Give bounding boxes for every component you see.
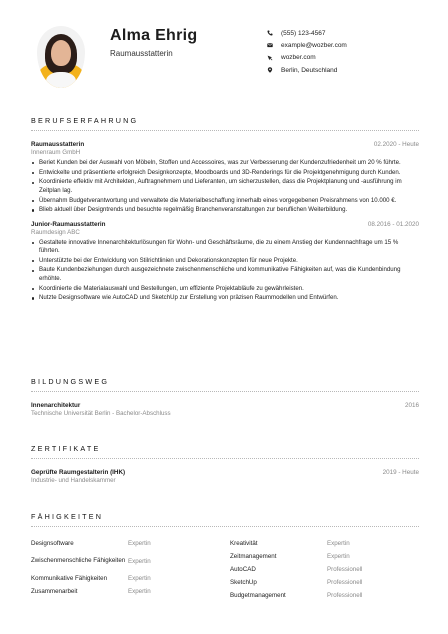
contact-website[interactable] [267,52,347,64]
skill-level: Professionell [327,579,363,586]
certificate-issuer: Industrie- und Handelskammer [31,477,116,484]
skill-item [230,537,419,550]
skill-level: Professionell [327,592,363,599]
skill-item [230,576,419,589]
skill-level: Expertin [128,588,151,595]
section-title: BERUFSERFAHRUNG [31,116,139,125]
skill-name: Zeitmanagement [230,552,277,560]
contact-phone-text: (555) 123-4567 [281,29,326,37]
education-section [31,377,419,417]
job-date: 02.2020 - Heute [373,141,419,148]
job-bullet: Gestaltete innovative Innenarchitekturlösungen für Wohn- und Geschäftsräume, die zu einem Anstieg der Kundennachfrage um 15 % führten. [31,239,419,256]
degree-title: Innenarchitektur [31,402,81,409]
education-institution: Technische Universität Berlin - Bachelor-Abschluss [31,410,171,417]
job-entry [31,141,419,215]
job-bullet: Blieb aktuell über Designtrends und besuchte regelmäßig Branchenveranstaltungen zur beruflichen Weiterbildung. [31,206,419,214]
skill-item [230,563,419,576]
skill-item [31,572,220,585]
contact-location [267,64,347,76]
section-title: FÄHIGKEITEN [31,512,104,521]
experience-section [31,116,419,304]
job-bullet: Übernahm Budgetverantwortung und verwaltete die Materialbeschaffung innerhalb eines vorgegebenen Preisrahmens von 10.000 €. [31,197,419,205]
contact-email-text[interactable]: example@wozber.com [281,41,347,49]
contact-list [267,27,347,76]
job-bullet: Koordinierte die Materialauswahl und Bestellungen, um effiziente Projektabläufe zu gewährleisten. [31,285,419,293]
section-divider [31,526,419,527]
contact-website-text[interactable]: wozber.com [281,54,316,62]
job-title: Junior-Raumausstatterin [31,220,106,228]
certificate-title: Geprüfte Raumgestalterin (IHK) [31,469,126,476]
skill-item [230,589,419,602]
skills-grid [31,537,419,602]
job-date: 08.2016 - 01.2020 [367,220,419,228]
job-bullet: Nutzte Designsoftware wie AutoCAD und SketchUp zur Erstellung von präzisen Raummodellen und Entwürfen. [31,294,419,302]
job-bullet: Unterstützte bei der Entwicklung von Stilrichtlinien und Dekorationskonzepten für neue Projekte. [31,257,419,265]
section-divider [31,130,419,131]
skill-level: Expertin [327,540,350,547]
contact-email[interactable] [267,39,347,51]
education-date: 2016 [404,402,419,409]
skills-column-right [230,537,419,602]
skill-level: Expertin [128,557,151,565]
location-pin-icon [267,67,279,73]
section-divider [31,391,419,392]
education-entry [31,402,419,417]
contact-phone [267,27,347,39]
skill-level: Professionell [327,566,363,573]
envelope-icon [267,42,279,48]
skill-name: Designsoftware [31,539,74,547]
job-bullet: Entwickelte und präsentierte erfolgreich Designkonzepte, Moodboards und 3D-Renderings für die Projektgenehmigung durch Kunden. [31,169,419,177]
skill-item [31,585,220,598]
skill-name: Kommunikative Fähigkeiten [31,574,108,582]
job-bullet: Koordinierte effektiv mit Architekten, Auftragnehmern und Lieferanten, um sicherzustellen, dass die Projektplanung und -ausführung im Zeitplan lag. [31,178,419,195]
skill-name: Kreativität [230,539,258,547]
profile-photo [37,26,85,88]
candidate-name: Alma Ehrig [110,27,198,44]
skills-section [31,512,419,602]
skill-name: AutoCAD [230,565,256,573]
job-company: Raumdesign ABC [31,228,80,236]
link-icon [267,55,279,61]
phone-icon [267,30,279,36]
job-bullet: Beriet Kunden bei der Auswahl von Möbeln, Stoffen und Accessoires, was zur Verbesserung der Kundenzufriedenheit um 20 % führte. [31,159,419,167]
skill-item [31,550,220,572]
skill-level: Expertin [128,575,151,582]
job-title: Raumausstatterin [31,141,85,148]
skill-name: Budgetmanagement [230,591,286,599]
skill-level: Expertin [128,540,151,547]
skill-name: Zwischenmenschliche Fähigkeiten [31,557,126,564]
resume-header [0,0,448,100]
certificate-entry [31,469,419,484]
job-bullet: Baute Kundenbeziehungen durch ausgezeichnete zwischenmenschliche und kommunikative Fähigkeiten auf, was die Kundenbindung erhöhte. [31,266,419,283]
skill-level: Expertin [327,553,350,560]
contact-location-text: Berlin, Deutschland [281,66,338,74]
skill-name: SketchUp [230,578,257,586]
job-bullets [31,239,419,303]
job-entry [31,221,419,303]
section-title: BILDUNGSWEG [31,377,110,386]
certificates-section [31,444,419,484]
skill-item [230,550,419,563]
candidate-role: Raumausstatterin [110,49,173,58]
skill-item [31,537,220,550]
section-title: ZERTIFIKATE [31,444,101,453]
job-bullets [31,159,419,215]
section-divider [31,458,419,459]
certificate-date: 2019 - Heute [382,469,419,476]
skill-name: Zusammenarbeit [31,587,78,595]
job-company: Innenraum GmbH [31,149,81,156]
skills-column-left [31,537,220,602]
